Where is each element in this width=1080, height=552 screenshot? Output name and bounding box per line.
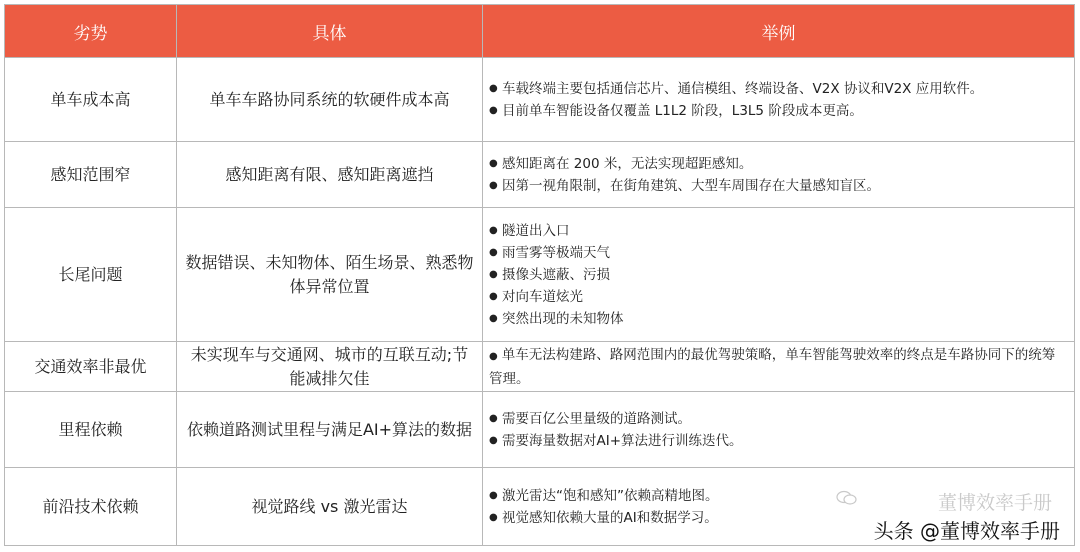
table-row <box>5 58 1075 142</box>
list-item: ● 目前单车智能设备仅覆盖 L1L2 阶段，L3L5 阶段成本更高。 <box>489 100 1068 122</box>
header-detail: 具体 <box>177 5 483 58</box>
header-disadvantage: 劣势 <box>5 5 177 58</box>
detail-cell: 依赖道路测试里程与满足AI+算法的数据 <box>177 392 483 468</box>
list-item: ● 隧道出入口 <box>489 220 1068 242</box>
wechat-icon <box>836 490 858 506</box>
watermark: 头条 @董博效率手册 <box>873 519 1060 543</box>
comparison-table <box>4 4 1075 546</box>
detail-cell: 感知距离有限、感知距离遮挡 <box>177 142 483 208</box>
examples-cell <box>483 208 1075 342</box>
table-row <box>5 342 1075 392</box>
detail-cell: 单车车路协同系统的软硬件成本高 <box>177 58 483 142</box>
list-item: ● 突然出现的未知物体 <box>489 308 1068 330</box>
watermark-faint: 董博效率手册 <box>937 492 1052 514</box>
disadvantage-cell: 里程依赖 <box>5 392 177 468</box>
examples-cell <box>483 58 1075 142</box>
table-row <box>5 392 1075 468</box>
disadvantage-cell: 前沿技术依赖 <box>5 468 177 546</box>
list-item: ● 感知距离在 200 米，无法实现超距感知。 <box>489 153 1068 175</box>
examples-cell <box>483 392 1075 468</box>
detail-cell: 未实现车与交通网、城市的互联互动;节能减排欠佳 <box>177 342 483 392</box>
list-item: ● 对向车道炫光 <box>489 286 1068 308</box>
examples-cell <box>483 342 1075 392</box>
examples-cell <box>483 142 1075 208</box>
list-item: ● 视觉感知依赖大量的AI和数据学习。 <box>489 507 1068 529</box>
list-item: ● 需要海量数据对AI+算法进行训练迭代。 <box>489 430 1068 452</box>
list-item: ● 摄像头遮蔽、污损 <box>489 264 1068 286</box>
list-item: ● 需要百亿公里量级的道路测试。 <box>489 408 1068 430</box>
table-header-row <box>5 5 1075 58</box>
disadvantage-cell: 单车成本高 <box>5 58 177 142</box>
header-examples: 举例 <box>483 5 1075 58</box>
table-row <box>5 208 1075 342</box>
list-item: ● 激光雷达“饱和感知”依赖高精地图。 <box>489 485 1068 507</box>
detail-cell: 视觉路线 vs 激光雷达 <box>177 468 483 546</box>
disadvantage-cell: 感知范围窄 <box>5 142 177 208</box>
list-item: ● 因第一视角限制，在街角建筑、大型车周围存在大量感知盲区。 <box>489 175 1068 197</box>
disadvantage-cell: 长尾问题 <box>5 208 177 342</box>
list-item: ● 雨雪雾等极端天气 <box>489 242 1068 264</box>
disadvantage-cell: 交通效率非最优 <box>5 342 177 392</box>
list-item: ● 单车无法构建路、路网范围内的最优驾驶策略，单车智能驾驶效率的终点是车路协同下的统筹管理。 <box>489 344 1068 390</box>
list-item: ● 车载终端主要包括通信芯片、通信模组、终端设备、V2X 协议和V2X 应用软件。 <box>489 78 1068 100</box>
detail-cell: 数据错误、未知物体、陌生场景、熟悉物体异常位置 <box>177 208 483 342</box>
table-row <box>5 142 1075 208</box>
